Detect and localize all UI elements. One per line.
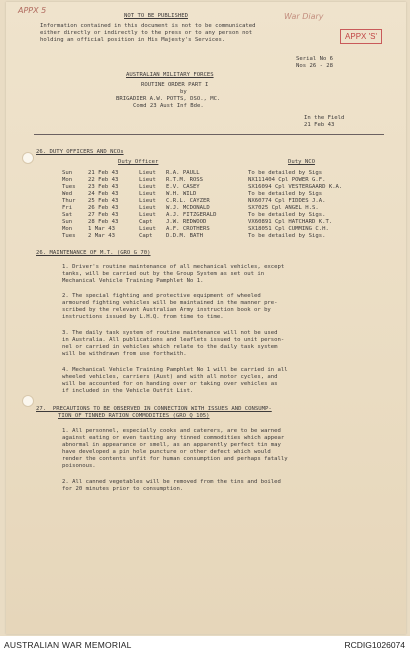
roster-officer: D.D.M. BATH: [166, 233, 204, 239]
roster-officer: W.J. MCDONALD: [166, 205, 210, 211]
paragraph-line: Mechanical Vehicle Training Pamphlet No 1.: [62, 278, 204, 284]
roster-nco: To be detailed by Sigs: [248, 170, 323, 176]
roster-rank: Lieut: [139, 205, 156, 211]
roster-officer: R.A. PAULL: [166, 170, 200, 176]
paragraph-line: 1. All personnel, especially cooks and caterers, are to be warned: [62, 428, 281, 434]
roster-rank: Lieut: [139, 198, 156, 204]
roster-rank: Lieut: [139, 226, 156, 232]
paragraph-line: against eating or even tasting any tinned commodities which appear: [62, 435, 285, 441]
roster-officer: E.V. CASEY: [166, 184, 200, 190]
col-header-officer: Duty Officer: [118, 159, 159, 165]
roster-date: 27 Feb 43: [88, 212, 119, 218]
section-heading-tins-cont: TION OF TINNED RATION COMMODITIES (GRO Q 105): [58, 413, 210, 419]
roster-date: 21 Feb 43: [88, 170, 119, 176]
roster-officer: W.H. WILD: [166, 191, 197, 197]
roster-officer: A.J. FITZGERALD: [166, 212, 217, 218]
command-line: Comd 23 Aust Inf Bde.: [133, 103, 204, 109]
archive-footer: [0, 636, 410, 654]
roster-rank: Lieut: [139, 184, 156, 190]
roster-date: 2 Mar 43: [88, 233, 115, 239]
roster-nco: VX60891 Cpl HATCHARD K.T.: [248, 219, 333, 225]
roster-date: 1 Mar 43: [88, 226, 115, 232]
roster-officer: J.W. REDWOOD: [166, 219, 207, 225]
roster-date: 25 Feb 43: [88, 198, 119, 204]
roster-date: 26 Feb 43: [88, 205, 119, 211]
paragraph-line: armoured fighting vehicles will be maintained in the manner pre-: [62, 300, 278, 306]
punch-hole: [22, 395, 34, 407]
roster-day: Thur: [62, 198, 76, 204]
roster-day: Sun: [62, 170, 73, 176]
paragraph-line: nel or carried in vehicles which relate to the daily task system: [62, 344, 278, 350]
paragraph-line: will be accounted for on handing over or taking over vehicles as: [62, 381, 278, 387]
roster-nco: SX16094 Cpl VESTERGAARD K.A.: [248, 184, 343, 190]
location: In the Field: [304, 115, 345, 121]
roster-day: Mon: [62, 177, 73, 183]
paragraph-line: wheeled vehicles, carriers (Aust) and with all motor cycles, and: [62, 374, 278, 380]
pencil-annotation: APPX 5: [18, 6, 47, 15]
roster-rank: Capt: [139, 233, 153, 239]
secrecy-line: holding an official position in His Majesty's Services.: [40, 37, 226, 43]
paragraph-line: scribed by the relevant Australian Army instruction book or by: [62, 307, 271, 313]
divider: [34, 134, 384, 135]
roster-rank: Lieut: [139, 191, 156, 197]
paragraph-line: instructions issued by L.H.Q. from time to time.: [62, 314, 224, 320]
punch-hole: [22, 152, 34, 164]
paragraph-line: 2. The special fighting and protective equipment of wheeled: [62, 293, 261, 299]
by-text: by: [180, 89, 187, 95]
roster-day: Tues: [62, 233, 76, 239]
paragraph-line: in Australia. All publications and leaflets issued to unit person-: [62, 337, 285, 343]
paragraph-line: poisonous.: [62, 463, 96, 469]
roster-rank: Lieut: [139, 177, 156, 183]
paragraph-line: 4. Mechanical Vehicle Training Pamphlet No 1 will be carried in all: [62, 367, 288, 373]
roster-nco: To be detailed by Sigs: [248, 191, 323, 197]
roster-date: 23 Feb 43: [88, 184, 119, 190]
roster-day: Fri: [62, 205, 73, 211]
record-id: RCDIG1026074: [344, 640, 405, 650]
paragraph-line: if included in the Vehicle Outfit List.: [62, 388, 194, 394]
section-heading-duty: 26. DUTY OFFICERS AND NCOs: [36, 149, 124, 155]
paragraph-line: have developed a pin hole puncture or other defect which would: [62, 449, 271, 455]
secrecy-line: either directly or indirectly to the press or to any person not: [40, 30, 253, 36]
paper-sheet: [6, 2, 406, 634]
roster-nco: NX111404 Cpl POWER G.F.: [248, 177, 326, 183]
not-published-heading: NOT TO BE PUBLISHED: [124, 13, 188, 19]
roster-nco: To be detailed by Sigs.: [248, 233, 326, 239]
paragraph-line: tanks, will be carried out by the Group System as set out in: [62, 271, 265, 277]
institution-name: AUSTRALIAN WAR MEMORIAL: [4, 640, 132, 650]
secrecy-line: Information contained in this document is not to be communicated: [40, 23, 256, 29]
roster-officer: R.T.M. ROSS: [166, 177, 204, 183]
order-title: ROUTINE ORDER PART I: [141, 82, 209, 88]
paragraph-line: 2. All canned vegetables will be removed from the tins and boiled: [62, 479, 281, 485]
roster-rank: Lieut: [139, 170, 156, 176]
force-title: AUSTRALIAN MILITARY FORCES: [126, 72, 214, 78]
paragraph-line: abnormal in appearance or smell, as an apparently perfect tin may: [62, 442, 281, 448]
serial-number: Serial No 6: [296, 56, 334, 62]
roster-date: 24 Feb 43: [88, 191, 119, 197]
roster-date: 22 Feb 43: [88, 177, 119, 183]
roster-nco: To be detailed by Sigs.: [248, 212, 326, 218]
roster-rank: Lieut: [139, 212, 156, 218]
roster-day: Sat: [62, 212, 73, 218]
brigadier-name: BRIGADIER A.W. POTTS, DSO., MC.: [116, 96, 221, 102]
roster-officer: A.F. CROTHERS: [166, 226, 210, 232]
handwritten-note: War Diary: [284, 12, 324, 21]
roster-day: Wed: [62, 191, 73, 197]
roster-nco: NX60774 Cpl FIDDES J.A.: [248, 198, 326, 204]
appendix-stamp: APPX 'S': [340, 29, 382, 44]
paragraph-line: 3. The daily task system of routine maintenance will not be used: [62, 330, 278, 336]
paragraph-line: will be withdrawn from use forthwith.: [62, 351, 187, 357]
paragraph-line: for 20 minutes prior to consumption.: [62, 486, 184, 492]
roster-day: Sun: [62, 219, 73, 225]
roster-officer: C.R.L. CAYZER: [166, 198, 210, 204]
roster-nco: SX7025 Cpl ANGEL H.S.: [248, 205, 319, 211]
roster-rank: Capt: [139, 219, 153, 225]
roster-nco: SX18051 Cpl CUMMING C.H.: [248, 226, 329, 232]
order-date: 21 Feb 43: [304, 122, 335, 128]
paragraph-line: render the contents unfit for human consumption and perhaps fatally: [62, 456, 288, 462]
section-heading-mt: 26. MAINTENANCE OF M.T. (GRO G 70): [36, 250, 151, 256]
section-heading-tins: 27. PRECAUTIONS TO BE OBSERVED IN CONNECTION WITH ISSUES AND CONSUMP-: [36, 406, 272, 412]
order-numbers: Nos 26 - 28: [296, 63, 334, 69]
paragraph-line: 1. Driver's routine maintenance of all mechanical vehicles, except: [62, 264, 285, 270]
roster-day: Tues: [62, 184, 76, 190]
col-header-nco: Duty NCO: [288, 159, 315, 165]
roster-day: Mon: [62, 226, 73, 232]
roster-date: 28 Feb 43: [88, 219, 119, 225]
